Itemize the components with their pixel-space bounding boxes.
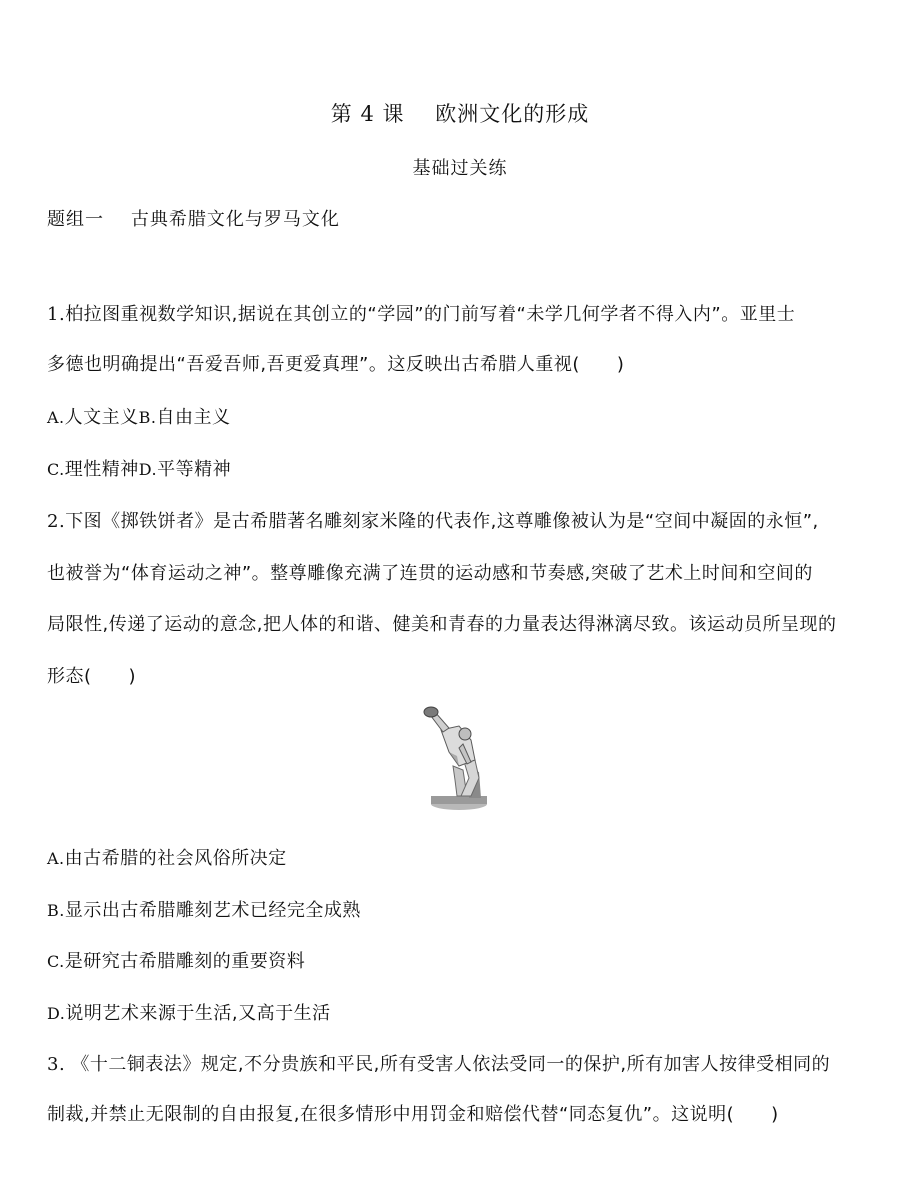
question-3-line-1: 3. 《十二铜表法》规定,不分贵族和平民,所有受害人依法受同一的保护,所有加害人按律受相同的: [47, 1054, 831, 1075]
option-c-letter: C.: [47, 460, 65, 479]
question-2-option-a: A.由古希腊的社会风俗所决定: [47, 848, 287, 869]
question-1-options-cd: [47, 455, 231, 481]
question-3-line-2: 制裁,并禁止无限制的自由报复,在很多情形中用罚金和赔偿代替“同态复仇”。这说明( ): [47, 1104, 779, 1125]
question-2-number: 2.: [47, 511, 66, 532]
discus-thrower-statue-image: [413, 700, 505, 812]
question-2-option-c: C.是研究古希腊雕刻的重要资料: [47, 951, 306, 972]
question-1-line-2: 多德也明确提出“吾爱吾师,吾更爱真理”。这反映出古希腊人重视( ): [47, 354, 625, 375]
question-2-option-b: B.显示出古希腊雕刻艺术已经完全成熟: [47, 900, 361, 921]
option-d-letter: D.: [138, 460, 158, 479]
question-2-line-4: 形态( ): [47, 666, 137, 687]
question-2-option-d: D.说明艺术来源于生活,又高于生活: [47, 1003, 331, 1024]
question-1-options-ab: [47, 403, 230, 429]
question-2-line-3: 局限性,传递了运动的意念,把人体的和谐、健美和青春的力量表达得淋漓尽致。该运动员所呈现的: [47, 614, 837, 635]
question-2-line-2: 也被誉为“体育运动之神”。整尊雕像充满了连贯的运动感和节奏感,突破了艺术上时间和空间的: [47, 563, 813, 584]
option-b-letter: B.: [138, 408, 157, 427]
question-3-number: 3.: [47, 1054, 66, 1075]
question-1-line-1: 1.柏拉图重视数学知识,据说在其创立的“学园”的门前写着“未学几何学者不得入内”。亚里士: [47, 304, 796, 325]
question-2-line-1: 2.下图《掷铁饼者》是古希腊著名雕刻家米隆的代表作,这尊雕像被认为是“空间中凝固的永恒”,: [47, 511, 819, 532]
lesson-title: 第 4 课 欧洲文化的形成: [330, 102, 590, 126]
option-a-letter: A.: [47, 408, 65, 427]
question-1-number: 1.: [47, 304, 66, 325]
section-title: 基础过关练: [412, 158, 508, 179]
option-d-text: 平等精神: [157, 459, 232, 480]
option-b-text: 自由主义: [156, 407, 231, 428]
group-title: 题组一 古典希腊文化与罗马文化: [47, 209, 340, 230]
option-a-text: 人文主义: [64, 407, 139, 428]
option-c-text: 理性精神: [64, 459, 139, 480]
